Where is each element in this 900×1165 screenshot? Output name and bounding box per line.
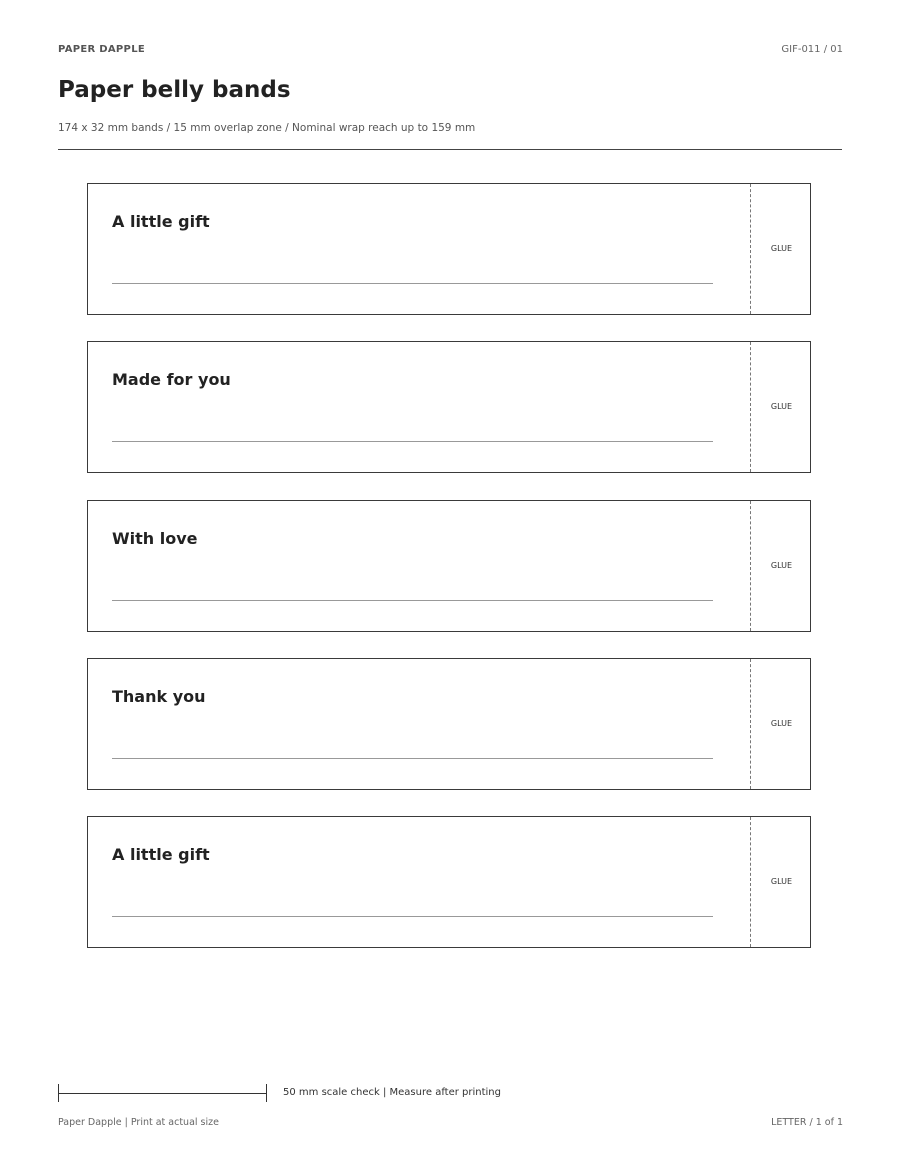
page-title: Paper belly bands xyxy=(58,77,291,103)
band-5 xyxy=(87,816,811,948)
band-write-line xyxy=(112,600,713,601)
scale-bar-right-tick xyxy=(266,1084,267,1102)
scale-bar-left-tick xyxy=(58,1084,59,1102)
band-write-line xyxy=(112,916,713,917)
glue-zone-label: GLUE xyxy=(770,402,793,411)
header-divider xyxy=(58,149,842,150)
band-write-line xyxy=(112,758,713,759)
band-label: Made for you xyxy=(112,370,231,389)
brand-name: PAPER DAPPLE xyxy=(58,44,145,55)
scale-bar-line xyxy=(58,1093,266,1094)
band-write-line xyxy=(112,283,713,284)
scale-check-text: 50 mm scale check | Measure after printing xyxy=(283,1087,501,1098)
band-label: A little gift xyxy=(112,212,210,231)
glue-zone-label: GLUE xyxy=(770,719,793,728)
footer-left-text: Paper Dapple | Print at actual size xyxy=(58,1117,219,1128)
band-write-line xyxy=(112,441,713,442)
glue-zone-label: GLUE xyxy=(770,244,793,253)
glue-zone-label: GLUE xyxy=(770,561,793,570)
glue-zone-label: GLUE xyxy=(770,877,793,886)
band-1 xyxy=(87,183,811,315)
page-subtitle: 174 x 32 mm bands / 15 mm overlap zone / Nominal wrap reach up to 159 mm xyxy=(58,122,476,134)
document-id: GIF-011 / 01 xyxy=(781,44,843,55)
footer-page-info: LETTER / 1 of 1 xyxy=(771,1117,843,1128)
band-2 xyxy=(87,341,811,473)
band-label: A little gift xyxy=(112,845,210,864)
band-label: Thank you xyxy=(112,687,206,706)
band-3 xyxy=(87,500,811,632)
band-label: With love xyxy=(112,529,198,548)
band-4 xyxy=(87,658,811,790)
scale-check-bar xyxy=(58,1084,266,1102)
